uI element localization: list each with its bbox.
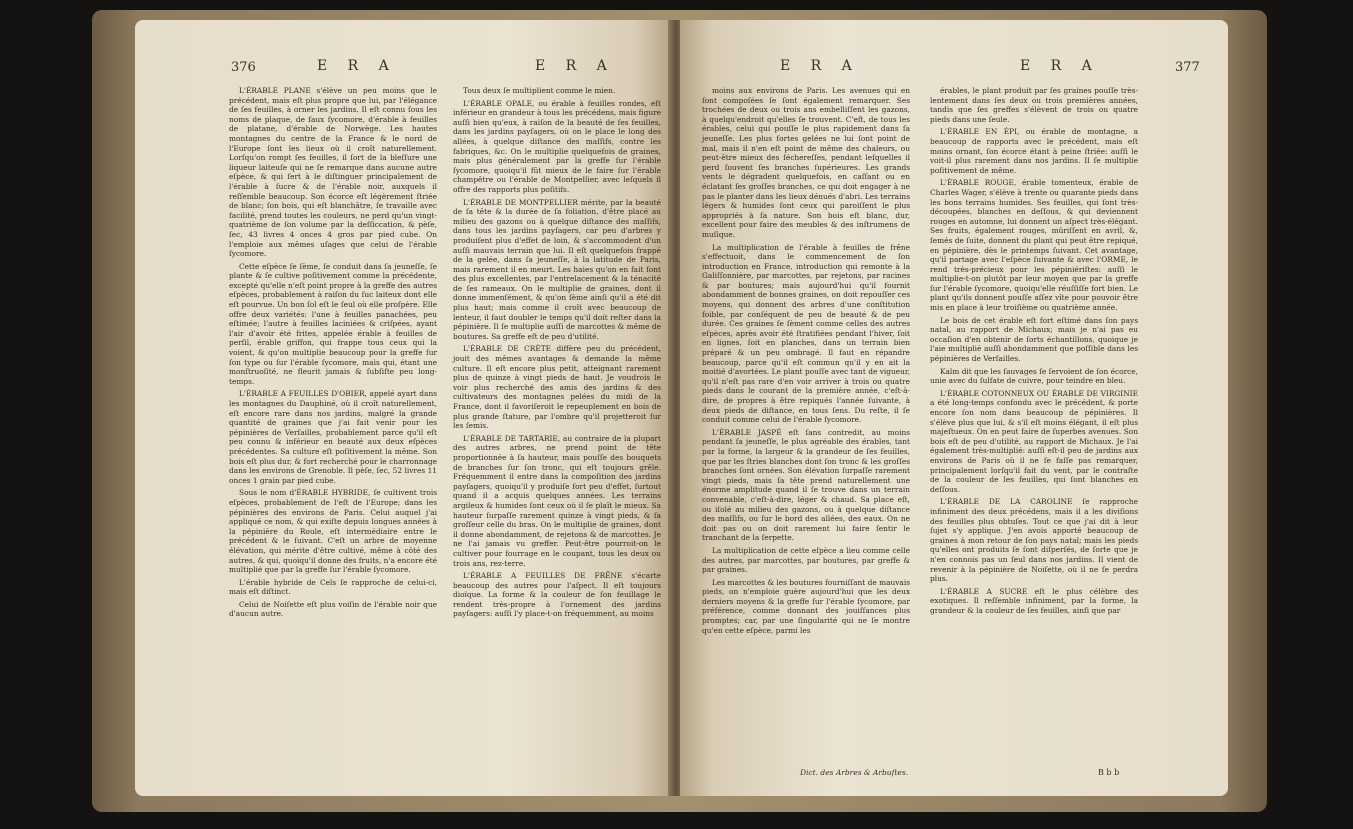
- paragraph: L'ÉRABLE OPALE, ou érable à feuilles rondes, eſt inférieur en grandeur à tous les précédens, mais figure auſſi bien qu'eux, à raiſon de la beauté de ſes feuilles, dans les jardins payſagers, où on le place le long des allées, à quelque diſtance des maſſifs, contre les fabriques, &c. On le multiplie quelquefois de graines, mais plus généralement par la greffe ſur l'érable ſycomore, quoiqu'il fût mieux de le faire ſur l'érable champêtre ou l'érable de Montpellier, avec leſquels il offre des rapports plus poſitifs.: [453, 98, 661, 194]
- paragraph: L'ÉRABLE EN ÉPI, ou érable de montagne, a beaucoup de rapports avec le précédent, mais eſt moins ornant, ſon écorce étant à peine ſtriée: auſſi le voit-il plus rarement dans nos jardins. Il ſe multiplie poſitivement de même.: [930, 127, 1138, 175]
- paragraph: L'ÉRABLE A FEUILLES DE FRÊNE s'écarte beaucoup des autres pour l'aſpect. Il eſt toujours dioïque. La forme & la couleur de ſon feuillage le rendent très-propre à l'ornement des jardins payſagers: auſſi l'y place-t-on fréquemment, au moins: [453, 571, 661, 619]
- right-page: [680, 20, 1228, 796]
- left-page-number: 376: [231, 60, 256, 75]
- left-column-2: [453, 86, 661, 622]
- right-column-1: [702, 86, 910, 638]
- left-running-head-2: E R A: [535, 58, 615, 74]
- left-page: [135, 20, 673, 796]
- paragraph: L'ÉRABLE DE CRÈTE diffère peu du précédent, jouit des mêmes avantages & demande la même culture. Il eſt encore plus petit, atteignant rarement plus de quinze à vingt pieds de haut. Je voudrois le voir plus recherché des amis des jardins & des cultivateurs des montagnes pelées du midi de la France, dont il favoriſeroit le repeuplement en bois de plus grande ſtature, par l'ombre qu'il projetteroit ſur les ſemis.: [453, 344, 661, 431]
- paragraph: Les marcottes & les boutures fourniſſant de mauvais pieds, on n'emploie guère aujourd'hui que les deux derniers moyens & la greffe ſur l'érable ſycomore, par préférence, comme donnant des jouiſſances plus promptes; car, par une ſingularité qui ne ſe montre qu'en cette eſpèce, parmi les: [702, 577, 910, 635]
- paragraph: L'ÉRABLE DE TARTARIE, au contraire de la plupart des autres arbres, ne prend point de tête proportionnée à ſa hauteur, mais pouſſe des bouquets de branches ſur ſon tronc, qui eſt toujours grêle. Fréquemment il entre dans la compoſition des jardins payſagers, quoiqu'il y produiſe fort peu d'effet, ſurtout quand il a acquis quelques années. Les terrains argileux & humides ſont ceux où il ſe plaît le mieux. Sa hauteur ſurpaſſe rarement quinze à vingt pieds, & ſa groſſeur celle du bras. On le multiplie de graines, dont il donne abondamment, de rejetons & de marcottes. Je ne l'ai jamais vu greffer. Peut-être pourroit-on le cultiver pour fourrage en le coupant, tous les deux ou trois ans, rez-terre.: [453, 433, 661, 568]
- paragraph: Sous le nom d'ÉRABLE HYBRIDE, ſe cultivent trois eſpèces, probablement de l'eſt de l'Europe; dans les pépinières des environs de Paris. Celui auquel j'ai appliqué ce nom, & qui exiſte depuis longues années à la pépinière du Roule, eſt intermédiaire entre le précédent & le ſuivant. C'eſt un arbre de moyenne élévation, qui mérite d'être cultivé, même à côté des autres, & qui, quoiqu'il donne des fruits, n'a encore été multiplié que par la greffe ſur l'érable ſycomore.: [229, 488, 437, 575]
- right-running-head-1: E R A: [780, 58, 860, 74]
- paragraph: Le bois de cet érable eſt fort eſtimé dans ſon pays natal, au rapport de Michaux; mais je n'ai pas eu occaſion d'en obtenir de ſorts échantillons, quoique je l'aie multiplié auſſi abondamment que poſſible dans les pépinières de Verſailles.: [930, 315, 1138, 364]
- page-footer: Dict. des Arbres & Arbuſtes.: [800, 768, 909, 777]
- right-running-head-2: E R A: [1020, 58, 1100, 74]
- paragraph: érables, le plant produit par ſes graines pouſſe très-lentement dans ſes deux ou trois premières années, tandis que ſes greffes s'élèvent de trois ou quatre pieds dans une ſeule.: [930, 86, 1138, 124]
- paragraph: L'ÉRABLE ROUGE, érable tomenteux, érable de Charles Wager, s'élève à trente ou quarante pieds dans les bons terrains humides. Ses feuilles, qui ſont très-découpées, blanches en deſſous, & qui deviennent rouges en automne, lui donnent un aſpect très-élégant. Ses fruits, également rouges, mûriſſent en avril, &, ſemés de ſuite, donnent du plant qui peut être repiqué, en pépinière, dès le printemps ſuivant. Cet avantage, qu'il partage avec l'eſpèce ſuivante & avec l'ORME, le rend très-précieux pour les pépiniériſtes: auſſi le multiplie-t-on plutôt par leur moyen que par la greffe ſur l'érable ſycomore, quoiqu'elle réuſſiſſe fort bien. Le plant qu'ils donnent pouſſe aſſez vîte pour pouvoir être mis en place à leur troiſième ou quatrième année.: [930, 178, 1138, 313]
- right-page-number: 377: [1175, 60, 1200, 75]
- paragraph: moins aux environs de Paris. Les avenues qui en ſont compoſées ſe ſont également remarquer. Ses trochées de deux ou trois ans embelliſſent les gazons, à quelqu'endroit qu'elles ſe trouvent. C'eſt, de tous les érables, celui qui pouſſe le plus rapidement dans ſa jeuneſſe. Les plus fortes gelées ne lui ſont point de mal, mais il n'en eſt point de même des chaleurs, ou peut-être mieux des ſéchereſſes, pendant leſquelles il perd ſouvent ſes branches ſupérieures. Les grands vents le dégradent quelquefois, en caſſant ou en éclatant ſes groſſes branches, ce qui doit engager à ne pas le planter dans les lieux dénués d'abri. Les terrains légers & humides ſont ceux qui paroiſſent le plus appropriés à ſa nature. Son bois eſt blanc, dur, excellent pour faire des meubles & des inſtrumens de muſique.: [702, 86, 910, 239]
- left-column-1: [229, 86, 437, 622]
- paragraph: La multiplication de cette eſpèce a lieu comme celle des autres, par marcottes, par boutures, par greffe & par graines.: [702, 545, 910, 575]
- right-column-2: [930, 86, 1138, 618]
- paragraph: La multiplication de l'érable à feuilles de frêne s'effectuoit, dans le commencement de ſon introduction en France, introduction qui remonte à la Galiſſonnière, par marcottes, par rejetons, par racines & par boutures; mais aujourd'hui qu'il fournit abondamment de bonnes graines, on doit repouſſer ces moyens, qui donnent des arbres d'une conſtitution foible, par conſéquent de peu de beauté & de peu durée. Ces graines ſe ſèment comme celles des autres eſpèces, après avoir été ſtratifiées pendant l'hiver, ſoit en lignes, ſoit en planches, dans un terrain bien préparé & un peu ombragé. Il faut en répandre beaucoup, parce qu'il eſt commun qu'il y en ait la moitié d'avortées. Le plant pouſſe avec tant de vigueur, qu'il n'eſt pas rare d'en voir arriver à trois ou quatre pieds dans le courant de la première année, c'eſt-à-dire, de propres à être repiqués l'année ſuivante, à deux pieds de diſtance, en tous ſens. Du reſte, il ſe conduit comme celui de l'érable ſycomore.: [702, 242, 910, 425]
- paragraph: Kalm dit que les ſauvages ſe ſervoient de ſon écorce, unie avec du ſulfate de cuivre, pour teindre en bleu.: [930, 366, 1138, 386]
- paragraph: Celui de Noiſette eſt plus voiſin de l'érable noir que d'aucun autre.: [229, 599, 437, 619]
- paragraph: L'érable hybride de Cels ſe rapproche de celui-ci, mais eſt diſtinct.: [229, 577, 437, 597]
- left-running-head-1: E R A: [317, 58, 397, 74]
- paragraph: L'ÉRABLE JASPÉ eſt ſans contredit, au moins pendant ſa jeuneſſe, le plus agréable des érables, tant par la forme, la largeur & la grandeur de ſes feuilles, que par les ſtries blanches dont ſon tronc & les groſſes branches ſont ornées. Son élévation ſurpaſſe rarement vingt pieds, mais ſa tête prend naturellement une énorme amplitude quand il ſe trouve dans un terrain convenable, c'eſt-à-dire, léger & chaud. Sa place eſt, ou iſolé au milieu des gazons, ou à quelque diſtance des maſſifs, ou ſur le bord des allées, des eaux. On ne doit pas ou on doit rarement lui faire ſentir le tranchant de la ſerpette.: [702, 427, 910, 543]
- paragraph: L'ÉRABLE COTONNEUX OU ÉRABLE DE VIRGINIE a été long-temps confondu avec le précédent, & porte encore ſon nom dans beaucoup de pépinières. Il s'élève plus que lui, & s'il eſt moins élégant, il eſt plus majeſtueux. On en peut faire de ſuperbes avenues. Son bois eſt de peu d'utilité, au rapport de Michaux. Je l'ai également très-multiplié: auſſi eſt-il peu de jardins aux environs de Paris où il ne ſe faſſe pas remarquer, principalement lorſqu'il fait du vent, par le contraſte de la couleur de les feuilles, qui ſont blanches en deſſous.: [930, 388, 1138, 494]
- paragraph: L'ÉRABLE PLANE s'élève un peu moins que le précédent, mais eſt plus propre que lui, par l'élégance de ſes feuilles, à orner les jardins. Il eſt connu ſous les noms de plaque, de faux ſycomore, d'érable à feuilles de platane, d'érable de Norwège. Les hautes montagnes du centre de la France & le nord de l'Europe ſont les lieux où il croît naturellement. Lorſqu'on rompt ſes feuilles, il ſort de la bleſſure une liqueur laiteuſe qui ne ſe remarque dans aucune autre eſpèce, & qui ſert à le diſtinguer principalement de l'érable à ſucre & de l'érable noir, auxquels il reſſemble beaucoup. Son écorce eſt légèrement ſtriée de blanc; ſon bois, qui eſt blanchâtre, ſe travaille avec facilité, prend toutes les couleurs, ne perd qu'un vingt-quatrième de ſon volume par la deſſiccation, & pèſe, ſec, 43 livres 4 onces 4 gros par pied cube. On l'emploie aux mêmes uſages que celui de l'érable ſycomore.: [229, 86, 437, 259]
- signature-mark: B b b: [1098, 768, 1120, 777]
- paragraph: L'ÉRABLE A SUCRE eſt le plus célèbre des exotiques. Il reſſemble infiniment, par la forme, la grandeur & la couleur de ſes feuilles, ainſi que par: [930, 586, 1138, 615]
- paragraph: L'ÉRABLE DE LA CAROLINE ſe rapproche infiniment des deux précédens, mais il a les diviſions des feuilles plus obtuſes. Tout ce que j'ai dit à leur ſujet s'y applique. J'en avois apporté beaucoup de graines à mon retour de ſon pays natal; mais les pieds qu'elles ont produits ſe ſont diſperſés, de ſorte que je n'en connois pas un ſeul dans nos jardins. Il vient de revenir à la pépinière de Noiſette, où il ne ſe perdra plus.: [930, 497, 1138, 584]
- paragraph: Cette eſpèce ſe ſème, ſe conduit dans ſa jeuneſſe, ſe plante & ſe cultive poſitivement comme la précédente, excepté qu'elle n'eſt point propre à la greffe des autres eſpèces, probablement à raiſon du ſuc laiteux dont elle eſt pourvue. Un bon ſol eſt le ſeul où elle proſpère. Elle offre deux variétés: l'une à feuilles panachées, peu eſtimée; l'autre à feuilles laciniées & criſpées, ayant l'air d'avoir été frites, appelée érable à feuilles de perſil, érable griffon, qui frappe tous ceux qui la voient, & qu'on multiplie beaucoup pour la greffe ſur ſon type ou ſur l'érable ſycomore, mais qui, étant une monſtruoſité, ne fleurit jamais & ſubſiſte peu long-temps.: [229, 261, 437, 386]
- paragraph: L'ÉRABLE DE MONTPELLIER mérite, par la beauté de ſa tête & la durée de ſa foliation, d'être placé au milieu des gazons ou à quelque diſtance des maſſifs, dans tous les jardins payſagers, car peu d'arbres y produiſent plus d'effet de loin, & s'accommodent d'un auſſi mauvais terrain que lui. Il eſt quelquefois frappé de la gelée, dans ſa jeuneſſe, à la latitude de Paris, mais rarement il en meurt. Les haies qu'on en fait ſont des plus excellentes, par l'entrelacement & la ténacité de ſes rameaux. On le multiplie de graines, dont il donne immenſément, & qu'on ſème ainſi qu'il a été dit plus haut; mais comme il croît avec beaucoup de lenteur, il faut doubler le temps qu'il doit reſter dans la pépinière. Il ſe multiplie auſſi de marcottes & même de boutures. Sa greffe eſt de peu d'utilité.: [453, 197, 661, 341]
- paragraph: L'ÉRABLE A FEUILLES D'OBIER, appelé ayart dans les montagnes du Dauphiné, où il croît naturellement, eſt encore rare dans nos jardins, malgré la grande quantité de graines que j'ai fait venir pour les pépinières de Verſailles, probablement parce qu'il eſt peu connu & inférieur en beauté aux deux eſpèces précédentes. Sa culture eſt poſitivement la même. Son bois eſt plus dur, & fort recherché pour le charronnage dans les environs de Grenoble. Il pèſe, ſec, 52 livres 11 onces 1 grain par pied cube.: [229, 389, 437, 485]
- paragraph: Tous deux ſe multiplient comme le mien.: [463, 86, 616, 95]
